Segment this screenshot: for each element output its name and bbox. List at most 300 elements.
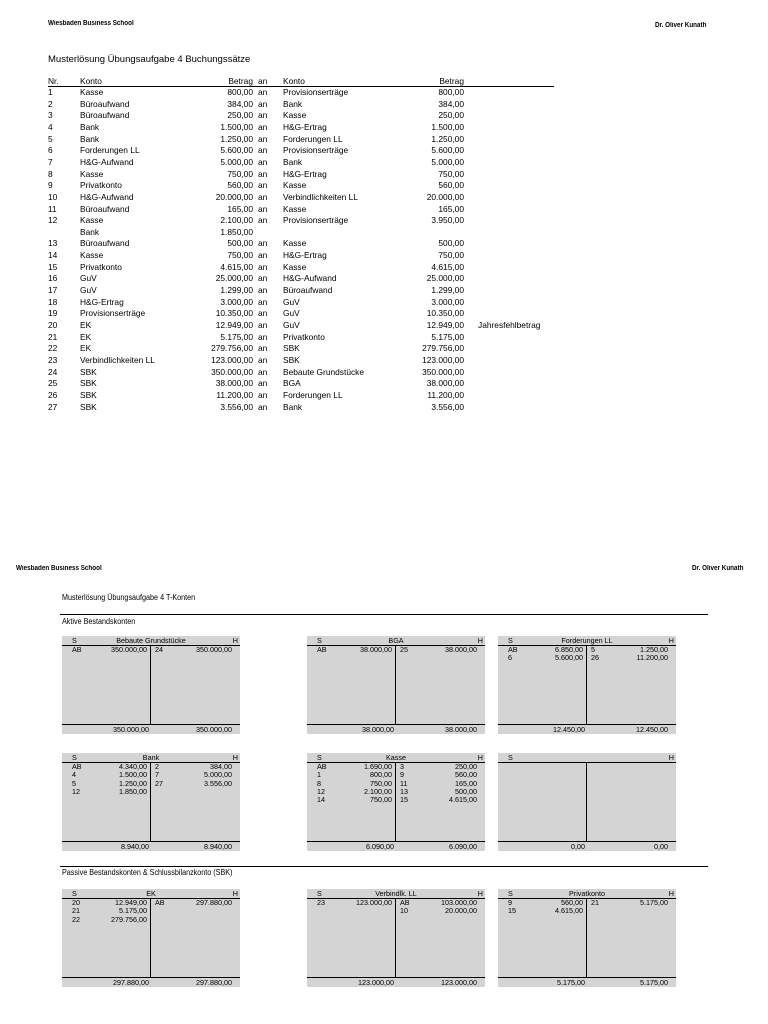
journal-cell-nr: 2 — [48, 98, 53, 109]
journal-cell-k1: SBK — [80, 401, 97, 412]
entry-amount: 297.880,00 — [196, 898, 232, 907]
journal-cell-nr: 17 — [48, 285, 58, 296]
journal-cell-k2: GuV — [283, 296, 300, 307]
entry-amount: 5.175,00 — [640, 898, 668, 907]
journal-cell-nr: 18 — [48, 296, 58, 307]
t-account — [62, 753, 240, 851]
entry-amount: 5.600,00 — [555, 653, 583, 663]
journal-cell-k2: Bank — [283, 401, 303, 412]
journal-cell-k1: SBK — [80, 389, 97, 400]
journal-cell-an: an — [258, 285, 268, 296]
journal-cell-an: an — [258, 238, 268, 249]
entry-ref: 13 — [400, 786, 408, 796]
entry-ref: 6 — [508, 653, 512, 663]
entry-ref: 20 — [72, 898, 80, 907]
journal-cell-an: an — [258, 110, 268, 121]
journal-cell-nr: 10 — [48, 191, 58, 202]
journal-cell-k2: Forderungen LL — [283, 389, 343, 400]
journal-cell-k1: Provisionserträge — [80, 308, 146, 319]
entry-ref: 2 — [155, 762, 159, 771]
t-account-haben: H — [232, 889, 238, 898]
journal-cell-k2: Kasse — [283, 180, 307, 191]
t-account-credit-entry — [396, 907, 485, 916]
t-account — [307, 753, 485, 851]
t-account-credit-entry — [396, 646, 485, 655]
journal-cell-k1: EK — [80, 320, 92, 330]
journal-cell-an: an — [258, 180, 268, 191]
t-account-haben: H — [477, 753, 483, 762]
section-passive: Passive Bestandskonten & Schlussbilanzkonto (SBK) — [62, 868, 233, 877]
journal-cell-k2: Bank — [283, 98, 303, 109]
entry-amount: 1.250,00 — [640, 645, 668, 654]
journal-cell-an: an — [258, 331, 268, 342]
entry-ref: 26 — [591, 653, 599, 663]
journal-cell-b2: 38.000,00 — [426, 378, 464, 389]
journal-cell-nr: 24 — [48, 366, 58, 377]
t-account-divider — [586, 763, 587, 842]
journal-cell-nr: 23 — [48, 354, 58, 365]
journal-cell-k1: Büroaufwand — [80, 98, 130, 109]
journal-cell-b1: 250,00 — [227, 110, 253, 121]
journal-cell-b1: 1.850,00 — [220, 226, 253, 237]
journal-cell-k2: Verbindlichkeiten LL — [283, 191, 358, 202]
entry-amount: 5.000,00 — [204, 770, 232, 780]
t-account-divider — [395, 646, 396, 725]
journal-cell-k1: Privatkonto — [80, 180, 122, 191]
t-account-debit-entry — [62, 788, 150, 797]
entry-amount: 384,00 — [210, 762, 232, 771]
journal-cell-an: an — [258, 366, 268, 377]
t-account-name: Verbindlk. LL — [375, 889, 417, 898]
journal-cell-b2: 560,00 — [438, 180, 464, 191]
journal-cell-k1: H&G-Ertrag — [80, 296, 124, 307]
entry-ref: 9 — [400, 770, 404, 780]
entry-ref: 11 — [400, 778, 408, 788]
journal-cell-b2: 165,00 — [438, 203, 464, 214]
entry-ref: 1 — [317, 770, 321, 780]
entry-amount: 165,00 — [455, 778, 477, 788]
journal-cell-k1: Kasse — [80, 168, 104, 179]
journal-cell-b1: 12.949,00 — [215, 320, 253, 330]
entry-ref: AB — [72, 762, 82, 771]
t-account-haben: H — [668, 753, 674, 762]
t-account-soll: S — [508, 889, 513, 898]
journal-cell-b1: 123.000,00 — [211, 354, 253, 365]
journal-cell-b1: 1.500,00 — [220, 121, 253, 132]
journal-cell-nr: 8 — [48, 168, 53, 179]
journal-cell-b2: 12.949,00 — [426, 320, 464, 330]
t-account-total-credit: 12.450,00 — [636, 725, 668, 734]
entry-amount: 500,00 — [455, 786, 477, 796]
entry-amount: 38.000,00 — [360, 645, 392, 654]
journal-cell-k2: Kasse — [283, 261, 307, 272]
journal-cell-b1: 3.000,00 — [220, 296, 253, 307]
t-account-haben: H — [232, 636, 238, 645]
entry-amount: 1.850,00 — [119, 786, 147, 796]
t-account-debit-entry — [62, 646, 150, 655]
t-account-credit-entry — [151, 899, 240, 908]
t-account-divider — [150, 899, 151, 978]
col-nr: Nr. — [48, 76, 59, 86]
journal-cell-b1: 800,00 — [227, 87, 253, 97]
journal-cell-b2: 279.756,00 — [422, 343, 464, 354]
journal-cell-b2: 250,00 — [438, 110, 464, 121]
entry-amount: 3.556,00 — [204, 778, 232, 788]
journal-cell-b2: 4.615,00 — [431, 261, 464, 272]
journal-cell-an: an — [258, 250, 268, 261]
t-account-credit-entry — [587, 899, 676, 908]
journal-cell-b1: 1.250,00 — [220, 133, 253, 144]
t-account-total-debit: 8.940,00 — [121, 842, 149, 851]
journal-cell-b1: 279.756,00 — [211, 343, 253, 354]
page2-header-left: Wiesbaden Business School — [16, 565, 102, 572]
t-account-top-rule — [498, 762, 676, 763]
journal-cell-b1: 165,00 — [227, 203, 253, 214]
journal-cell-nr: 7 — [48, 156, 53, 167]
t-account-header — [498, 889, 676, 898]
t-account-soll: S — [508, 636, 513, 645]
t-account-total-credit: 123.000,00 — [441, 978, 477, 987]
t-account-credit-entry — [396, 796, 485, 805]
journal-cell-nr: 5 — [48, 133, 53, 144]
journal-cell-k2: Kasse — [283, 238, 307, 249]
journal-cell-b1: 500,00 — [227, 238, 253, 249]
journal-cell-b1: 384,00 — [227, 98, 253, 109]
journal-cell-k1: Kasse — [80, 87, 104, 97]
entry-amount: 350.000,00 — [196, 645, 232, 654]
journal-cell-b1: 25.000,00 — [215, 273, 253, 284]
t-account-soll: S — [508, 753, 513, 762]
col-betrag-2: Betrag — [439, 76, 464, 86]
entry-amount: 800,00 — [370, 770, 392, 780]
t-account-header — [62, 753, 240, 762]
entry-amount: 279.756,00 — [111, 914, 147, 924]
journal-cell-an: an — [258, 191, 268, 202]
journal-cell-k1: Kasse — [80, 250, 104, 261]
t-account-total-rule — [498, 841, 676, 842]
t-account-soll: S — [317, 753, 322, 762]
journal-cell-b1: 750,00 — [227, 250, 253, 261]
journal-cell-k1: Büroaufwand — [80, 238, 130, 249]
journal-cell-b2: 123.000,00 — [422, 354, 464, 365]
entry-ref: 21 — [72, 906, 80, 916]
journal-cell-k1: GuV — [80, 273, 97, 284]
t-account-soll: S — [72, 889, 77, 898]
journal-cell-b2: 11.200,00 — [427, 389, 464, 400]
t-account-header — [307, 753, 485, 762]
journal-cell-k2: H&G-Ertrag — [283, 250, 327, 261]
entry-ref: 12 — [317, 786, 325, 796]
t-account-total-credit: 5.175,00 — [640, 978, 668, 987]
page1-title: Musterlösung Übungsaufgabe 4 Buchungssätze — [48, 54, 251, 65]
journal-cell-k2: H&G-Ertrag — [283, 168, 327, 179]
journal-cell-b2: 350.000,00 — [422, 366, 464, 377]
journal-cell-k2: Provisionserträge — [283, 215, 349, 226]
entry-amount: 38.000,00 — [445, 645, 477, 654]
t-account-divider — [150, 646, 151, 725]
entry-ref: 5 — [591, 645, 595, 654]
t-account-total-debit: 123.000,00 — [358, 978, 394, 987]
journal-cell-b2: 5.175,00 — [431, 331, 464, 342]
journal-cell-k2: H&G-Aufwand — [283, 273, 337, 284]
journal-cell-an: an — [258, 215, 268, 226]
entry-amount: 560,00 — [455, 770, 477, 780]
journal-cell-k2: Provisionserträge — [283, 145, 349, 156]
journal-cell-b1: 560,00 — [227, 180, 253, 191]
journal-cell-nr: 4 — [48, 121, 53, 132]
entry-amount: 1.500,00 — [119, 770, 147, 780]
t-account-debit-entry — [62, 916, 150, 925]
t-account-debit-entry — [498, 654, 586, 663]
entry-amount: 250,00 — [455, 762, 477, 771]
journal-cell-b1: 3.556,00 — [220, 401, 253, 412]
journal-cell-an: an — [258, 261, 268, 272]
journal-cell-k2: SBK — [283, 354, 300, 365]
t-account-haben: H — [668, 889, 674, 898]
entry-ref: AB — [155, 898, 165, 907]
t-account — [498, 753, 676, 851]
journal-cell-an: an — [258, 87, 268, 97]
entry-amount: 5.175,00 — [119, 906, 147, 916]
entry-ref: 3 — [400, 762, 404, 771]
journal-cell-k2: Privatkonto — [283, 331, 325, 342]
t-account-total-debit: 350.000,00 — [113, 725, 149, 734]
t-account-header — [307, 636, 485, 645]
journal-cell-k2: Forderungen LL — [283, 133, 343, 144]
journal-cell-b1: 2.100,00 — [220, 215, 253, 226]
entry-amount: 11.200,00 — [636, 653, 668, 663]
entry-ref: 22 — [72, 914, 80, 924]
entry-ref: 10 — [400, 906, 408, 916]
col-konto-2: Konto — [283, 76, 305, 86]
section-rule-1 — [60, 614, 708, 615]
journal-cell-k2: SBK — [283, 343, 300, 354]
t-account-haben: H — [477, 889, 483, 898]
page2-title: Musterlösung Übungsaufgabe 4 T-Konten — [62, 593, 196, 602]
t-account-total-credit: 8.940,00 — [204, 842, 232, 851]
entry-amount: 750,00 — [370, 795, 392, 805]
journal-cell-k1: Büroaufwand — [80, 203, 130, 214]
journal-cell-nr: 11 — [48, 203, 57, 214]
journal-cell-nr: 26 — [48, 389, 58, 400]
journal-cell-nr: 12 — [48, 215, 58, 226]
journal-cell-nr: 27 — [48, 401, 58, 412]
t-account-soll: S — [317, 636, 322, 645]
journal-cell-k1: Forderungen LL — [80, 145, 140, 156]
entry-ref: 7 — [155, 770, 159, 780]
t-account — [62, 636, 240, 734]
t-account-name: Bebaute Grundstücke — [116, 636, 186, 645]
t-account-debit-entry — [307, 796, 395, 805]
entry-ref: 12 — [72, 786, 80, 796]
journal-cell-nr: 14 — [48, 250, 58, 261]
t-account-divider — [586, 899, 587, 978]
t-account-total-debit: 38.000,00 — [362, 725, 394, 734]
journal-cell-b2: 500,00 — [438, 238, 464, 249]
journal-cell-b1: 20.000,00 — [215, 191, 253, 202]
entry-ref: 27 — [155, 778, 163, 788]
t-account — [62, 889, 240, 987]
journal-cell-b1: 10.350,00 — [215, 308, 253, 319]
journal-cell-an: an — [258, 354, 268, 365]
journal-cell-b1: 750,00 — [227, 168, 253, 179]
journal-cell-an: an — [258, 145, 268, 156]
t-account-total-debit: 0,00 — [571, 842, 585, 851]
journal-cell-b2: 750,00 — [438, 250, 464, 261]
journal-cell-k2: Bebaute Grundstücke — [283, 366, 365, 377]
t-account-soll: S — [317, 889, 322, 898]
journal-cell-k1: EK — [80, 331, 92, 342]
journal-cell-nr: 20 — [48, 320, 58, 330]
entry-ref: 9 — [508, 898, 512, 907]
col-an: an — [258, 76, 268, 86]
t-account-name: Forderungen LL — [561, 636, 613, 645]
journal-cell-k1: Bank — [80, 121, 100, 132]
col-betrag-1: Betrag — [228, 76, 253, 86]
t-account-name: EK — [146, 889, 156, 898]
entry-ref: 15 — [508, 906, 516, 916]
journal-cell-an: an — [258, 320, 268, 330]
journal-cell-an: an — [258, 203, 268, 214]
t-account-debit-entry — [307, 646, 395, 655]
journal-cell-nr: 15 — [48, 261, 58, 272]
journal-cell-k1: EK — [80, 343, 92, 354]
entry-ref: 5 — [72, 778, 76, 788]
journal-cell-b1: 4.615,00 — [220, 261, 253, 272]
entry-amount: 560,00 — [561, 898, 583, 907]
journal-cell-k2: Provisionserträge — [283, 87, 349, 97]
entry-ref: 23 — [317, 898, 325, 907]
entry-ref: 4 — [72, 770, 76, 780]
journal-cell-nr: 6 — [48, 145, 53, 156]
t-account-total-credit: 6.090,00 — [449, 842, 477, 851]
journal-cell-k1: GuV — [80, 285, 97, 296]
entry-ref: AB — [317, 762, 327, 771]
entry-ref: 25 — [400, 645, 408, 654]
t-account-haben: H — [477, 636, 483, 645]
entry-amount: 103.000,00 — [441, 898, 477, 907]
journal-cell-nr: 3 — [48, 110, 53, 121]
journal-cell-b1: 11.200,00 — [216, 389, 253, 400]
journal-cell-b2: 750,00 — [438, 168, 464, 179]
entry-ref: AB — [400, 898, 410, 907]
journal-cell-k2: H&G-Ertrag — [283, 121, 327, 132]
journal-cell-b2: 1.500,00 — [431, 121, 464, 132]
entry-amount: 750,00 — [370, 778, 392, 788]
journal-cell-an: an — [258, 273, 268, 284]
t-account-total-debit: 5.175,00 — [557, 978, 585, 987]
journal-cell-note: Jahresfehlbetrag — [478, 320, 541, 330]
entry-ref: 8 — [317, 778, 321, 788]
journal-cell-an: an — [258, 98, 268, 109]
col-konto-1: Konto — [80, 76, 102, 86]
page2-header-right: Dr. Oliver Kunath — [692, 565, 744, 572]
journal-cell-k1: H&G-Aufwand — [80, 156, 134, 167]
journal-cell-k2: Kasse — [283, 203, 307, 214]
entry-ref: AB — [72, 645, 82, 654]
t-account-haben: H — [232, 753, 238, 762]
entry-amount: 20.000,00 — [445, 906, 477, 916]
journal-cell-an: an — [258, 343, 268, 354]
journal-cell-k1: SBK — [80, 378, 97, 389]
journal-cell-b2: 10.350,00 — [426, 308, 464, 319]
journal-cell-b1: 1.299,00 — [220, 285, 253, 296]
t-account-credit-entry — [587, 654, 676, 663]
journal-cell-b1: 350.000,00 — [211, 366, 253, 377]
t-account — [307, 889, 485, 987]
journal-cell-nr: 22 — [48, 343, 58, 354]
journal-cell-b2: 800,00 — [438, 87, 464, 97]
page1-header-left: Wiesbaden Business School — [48, 20, 134, 27]
section-rule-2 — [60, 866, 708, 867]
t-account-total-debit: 6.090,00 — [366, 842, 394, 851]
t-account-total-credit: 38.000,00 — [445, 725, 477, 734]
entry-amount: 12.949,00 — [115, 898, 147, 907]
journal-cell-k1: SBK — [80, 366, 97, 377]
entry-ref: 24 — [155, 645, 163, 654]
journal-cell-k2: Kasse — [283, 110, 307, 121]
t-account-total-credit: 297.880,00 — [196, 978, 232, 987]
journal-cell-b2: 3.000,00 — [431, 296, 464, 307]
t-account-name: Bank — [142, 753, 160, 762]
t-account-soll: S — [72, 636, 77, 645]
journal-cell-k1: Büroaufwand — [80, 110, 130, 121]
t-account-credit-entry — [151, 646, 240, 655]
journal-cell-b2: 20.000,00 — [426, 191, 464, 202]
page1-header-right: Dr. Oliver Kunath — [655, 22, 707, 29]
entry-ref: 21 — [591, 898, 599, 907]
journal-cell-nr: 21 — [48, 331, 58, 342]
journal-cell-an: an — [258, 389, 268, 400]
journal-cell-b1: 5.000,00 — [220, 156, 253, 167]
journal-cell-k1: Privatkonto — [80, 261, 122, 272]
t-account-header — [62, 889, 240, 898]
t-account-total-credit: 350.000,00 — [196, 725, 232, 734]
t-account-name: Kasse — [386, 753, 406, 762]
journal-cell-k2: Büroaufwand — [283, 285, 333, 296]
t-account-debit-entry — [307, 899, 395, 908]
t-account-header — [307, 889, 485, 898]
t-account-soll: S — [72, 753, 77, 762]
journal-cell-b2: 5.000,00 — [431, 156, 464, 167]
journal-cell-an: an — [258, 133, 268, 144]
journal-cell-an: an — [258, 378, 268, 389]
journal-cell-k2: BGA — [283, 378, 301, 389]
journal-cell-k1: Bank — [80, 133, 100, 144]
journal-cell-nr: 1 — [48, 87, 53, 97]
entry-ref: AB — [317, 645, 327, 654]
journal-cell-nr: 13 — [48, 238, 58, 249]
t-account-total-credit: 0,00 — [654, 842, 668, 851]
entry-ref: 14 — [317, 795, 325, 805]
entry-amount: 123.000,00 — [356, 898, 392, 907]
t-account-name: Privatkonto — [569, 889, 605, 898]
journal-cell-b1: 5.175,00 — [220, 331, 253, 342]
journal-cell-k1: Verbindlichkeiten LL — [80, 354, 155, 365]
t-account-total-debit: 297.880,00 — [113, 978, 149, 987]
t-account — [498, 889, 676, 987]
journal-cell-k2: GuV — [283, 320, 300, 330]
t-account — [498, 636, 676, 734]
journal-cell-b2: 25.000,00 — [426, 273, 464, 284]
journal-cell-b2: 1.250,00 — [431, 133, 464, 144]
journal-cell-nr: 9 — [48, 180, 53, 191]
entry-amount: 4.615,00 — [449, 795, 477, 805]
t-account-header — [498, 636, 676, 645]
journal-cell-b1: 38.000,00 — [215, 378, 253, 389]
t-account-header — [62, 636, 240, 645]
journal-cell-b1: 5.600,00 — [220, 145, 253, 156]
